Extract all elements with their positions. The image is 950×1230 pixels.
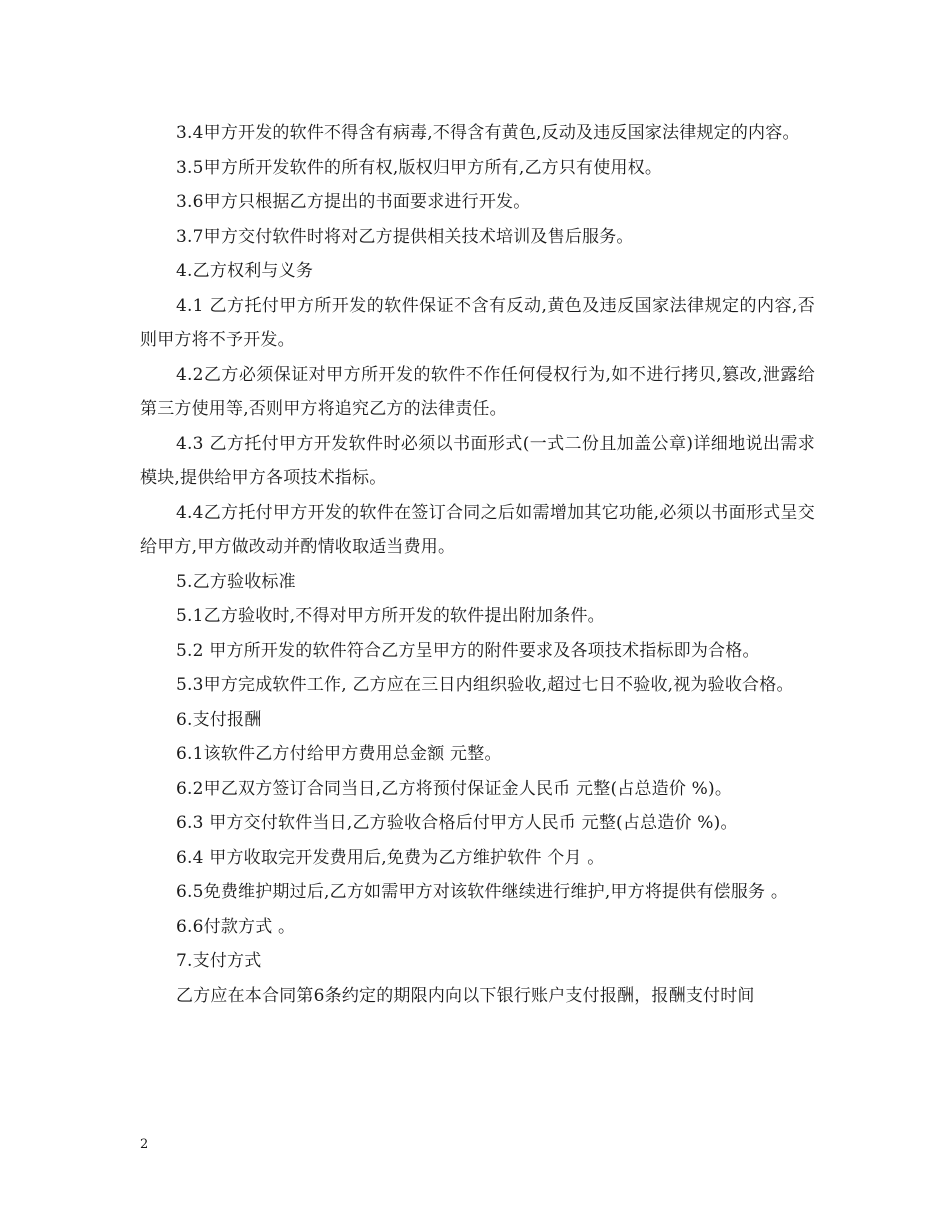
clause-3-5: 3.5甲方所开发软件的所有权,版权归甲方所有,乙方只有使用权。	[176, 157, 663, 178]
clause-6-1: 6.1该软件乙方付给甲方费用总金额 元整。	[176, 744, 502, 764]
clause-6-4: 6.4 甲方收取完开发费用后,免费为乙方维护软件 个月 。	[176, 847, 605, 868]
clause-6-3: 6.3 甲方交付软件当日,乙方验收合格后付甲方人民币 元整(占总造价 %)。	[176, 813, 738, 833]
clause-4-4: 4.4乙方托付甲方开发的软件在签订合同之后如需增加其它功能,必须以书面形式呈交给甲方,甲方做改动并酌情收取适当费用。	[140, 502, 815, 557]
section-heading-4: 4.乙方权利与义务	[176, 261, 314, 281]
clause-4-2: 4.2乙方必须保证对甲方所开发的软件不作任何侵权行为,如不进行拷贝,篡改,泄露给第三方使用等,否则甲方将追究乙方的法律责任。	[140, 364, 815, 419]
section-heading-7: 7.支付方式	[176, 951, 262, 971]
clause-6-6: 6.6付款方式 。	[176, 916, 296, 937]
clause-6-5: 6.5免费维护期过后,乙方如需甲方对该软件继续进行维护,甲方将提供有偿服务 。	[176, 882, 789, 902]
clause-3-6: 3.6甲方只根据乙方提出的书面要求进行开发。	[176, 192, 531, 212]
clause-5-3: 5.3甲方完成软件工作, 乙方应在三日内组织验收,超过七日不验收,视为验收合格。	[176, 675, 794, 695]
section-heading-6: 6.支付报酬	[176, 709, 262, 730]
payment-paragraph: 乙方应在本合同第6条约定的期限内向以下银行账户支付报酬，报酬支付时间	[176, 985, 755, 1006]
document-body	[140, 116, 815, 1013]
clause-3-7: 3.7甲方交付软件时将对乙方提供相关技术培训及售后服务。	[176, 226, 634, 247]
clause-4-3: 4.3 乙方托付甲方开发软件时必须以书面形式(一式二份且加盖公章)详细地说出需求模块,提供给甲方各项技术指标。	[140, 433, 815, 488]
clause-5-1: 5.1乙方验收时,不得对甲方所开发的软件提出附加条件。	[176, 606, 605, 626]
page-number: 2	[140, 1137, 149, 1152]
clause-3-4: 3.4甲方开发的软件不得含有病毒,不得含有黄色,反动及违反国家法律规定的内容。	[176, 123, 800, 143]
clause-4-1: 4.1 乙方托付甲方所开发的软件保证不含有反动,黄色及违反国家法律规定的内容,否则甲方将不予开发。	[140, 295, 815, 350]
section-heading-5: 5.乙方验收标准	[176, 571, 296, 592]
clause-5-2: 5.2 甲方所开发的软件符合乙方呈甲方的附件要求及各项技术指标即为合格。	[176, 640, 760, 661]
clause-6-2: 6.2甲乙双方签订合同当日,乙方将预付保证金人民币 元整(占总造价 %)。	[176, 778, 733, 799]
